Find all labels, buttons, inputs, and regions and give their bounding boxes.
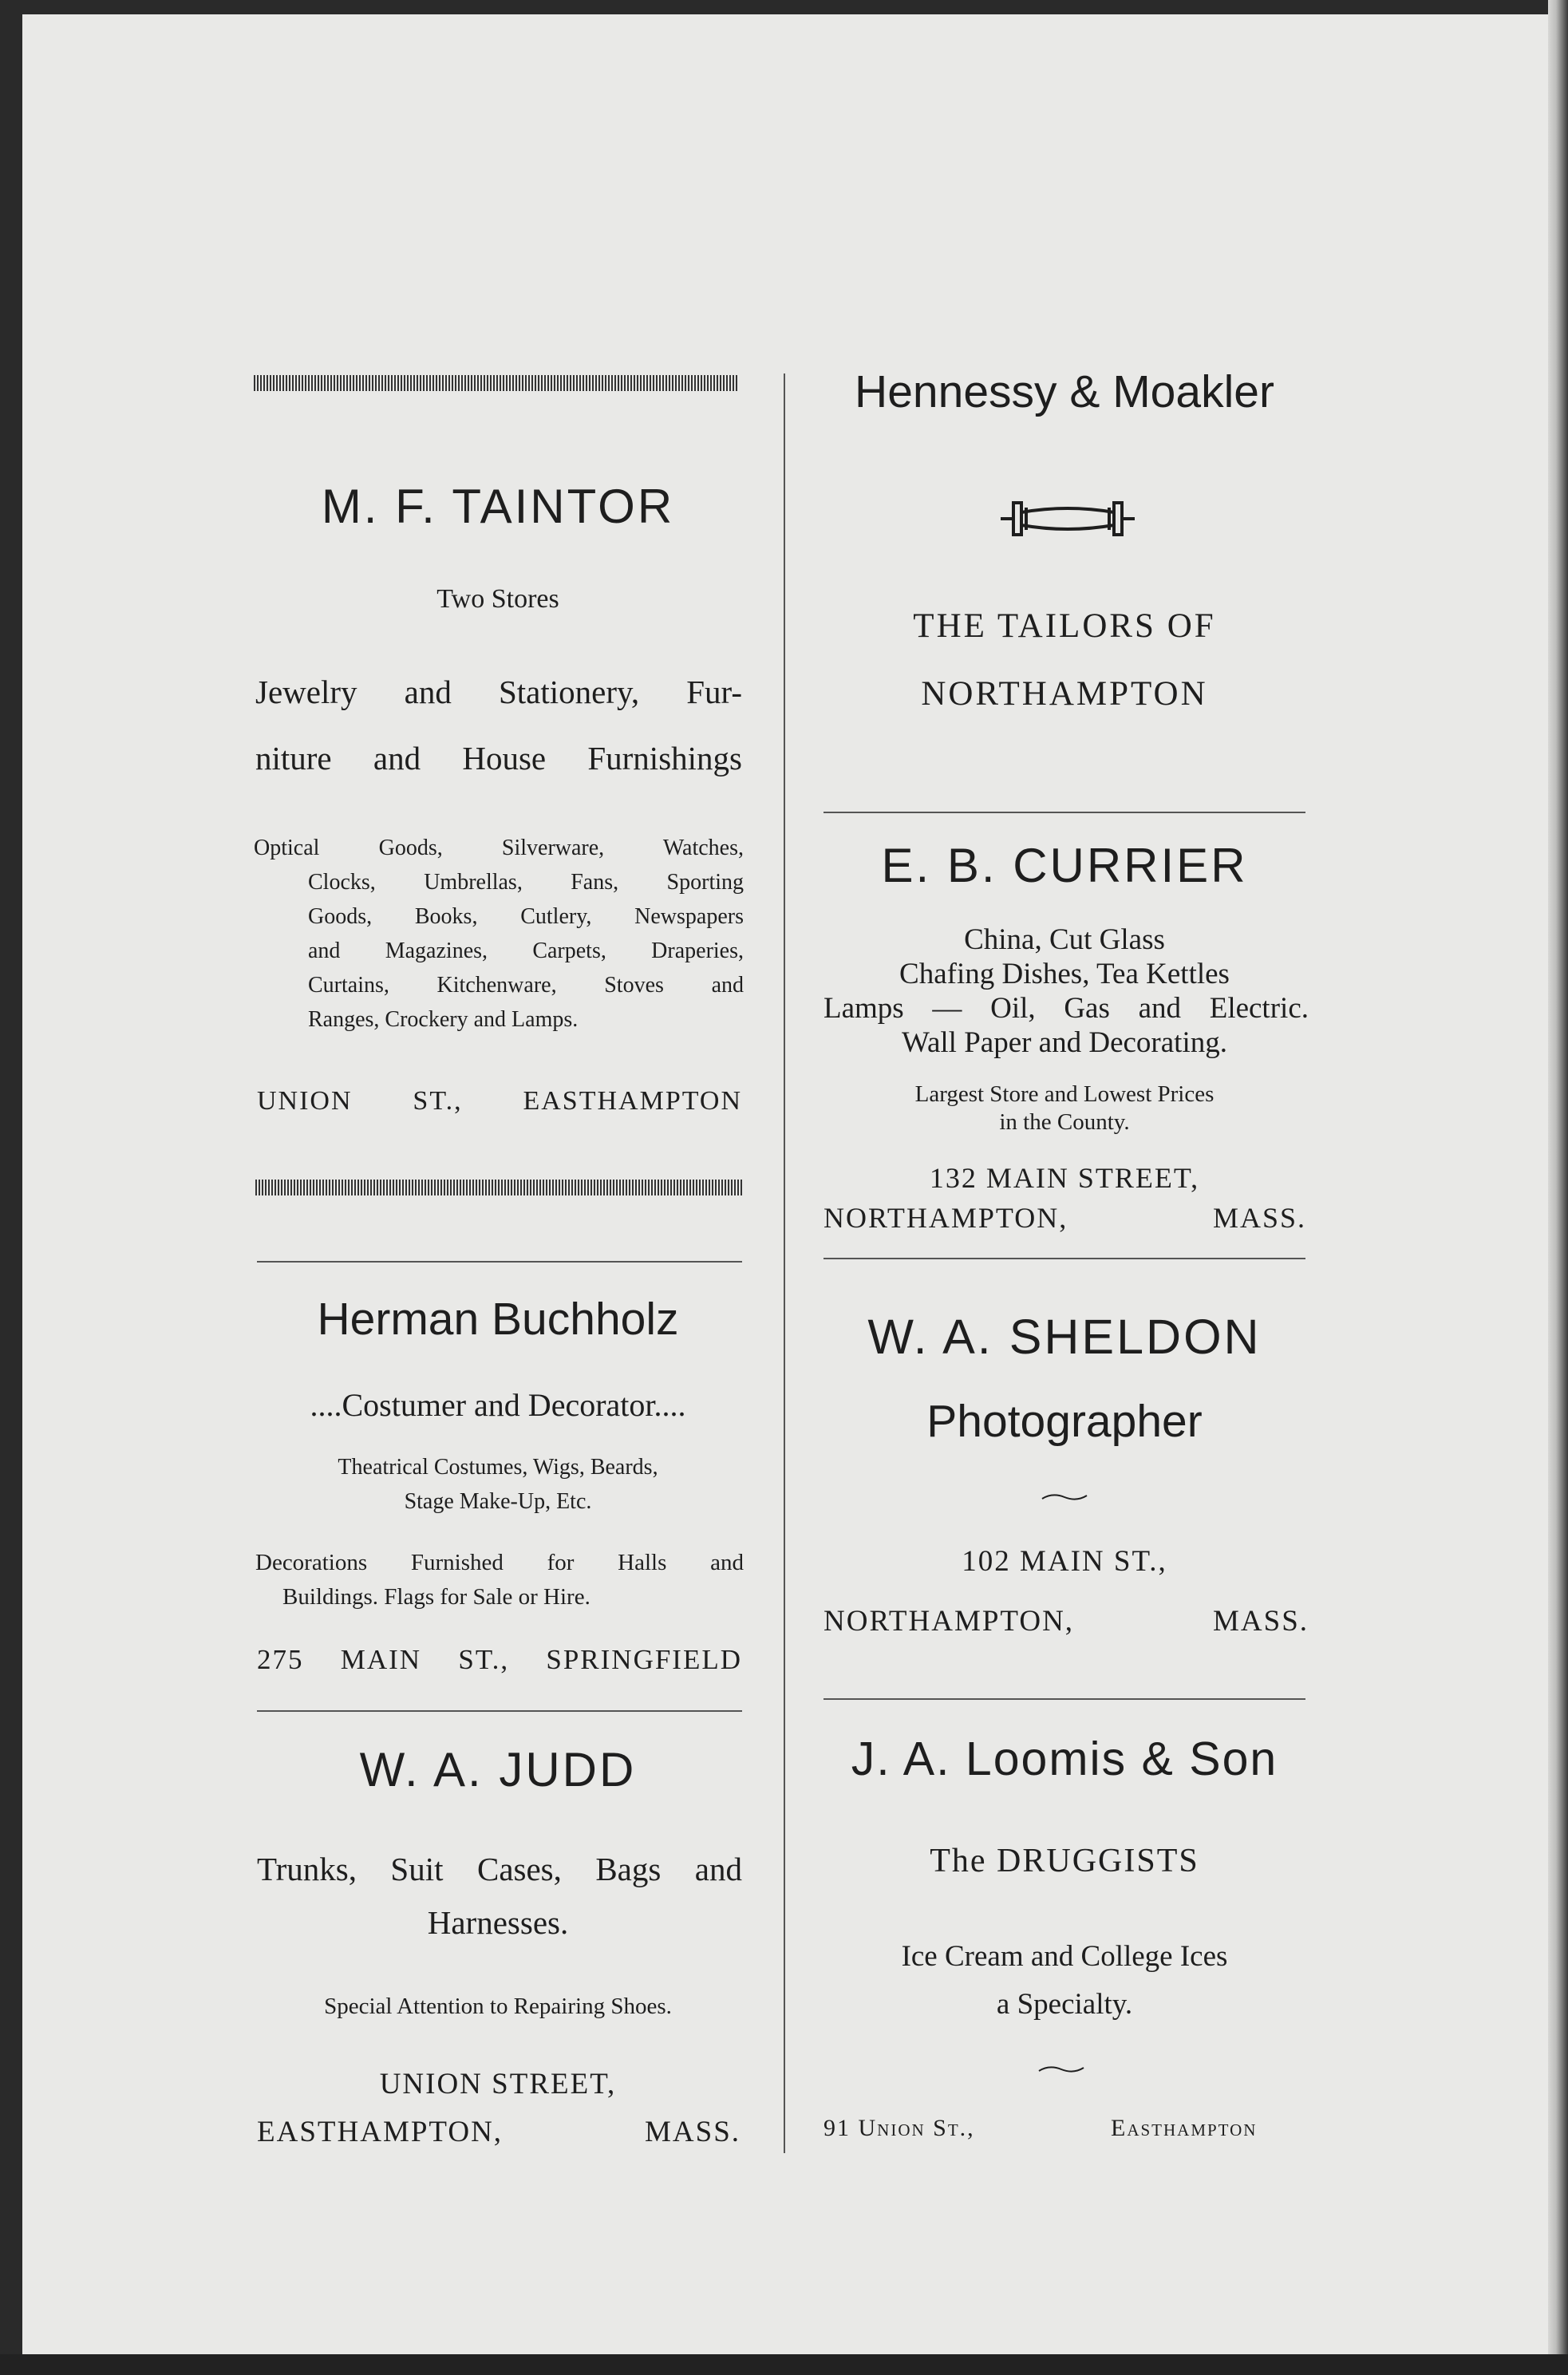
column-divider <box>784 373 785 2153</box>
judd-street: UNION STREET, <box>379 2068 617 2100</box>
currier-goods-line1: China, Cut Glass <box>964 923 1165 956</box>
buchholz-costumes-line1: Theatrical Costumes, Wigs, Beards, <box>338 1455 658 1480</box>
sheldon-name: W. A. SHELDON <box>867 1310 1262 1364</box>
sheldon-state: MASS. <box>1213 1605 1309 1638</box>
currier-goods-line2: Chafing Dishes, Tea Kettles <box>899 958 1230 990</box>
taintor-list-line4: and Magazines, Carpets, Draperies, <box>308 939 744 963</box>
taintor-list-line5: Curtains, Kitchenware, Stoves and <box>308 973 744 998</box>
flourish-icon <box>1037 2063 1085 2076</box>
judd-note: Special Attention to Repairing Shoes. <box>324 1994 672 2019</box>
loomis-name: J. A. Loomis & Son <box>851 1733 1278 1785</box>
currier-promo-line2: in the County. <box>999 1109 1130 1135</box>
taintor-list-line1: Optical Goods, Silverware, Watches, <box>254 836 744 860</box>
sheldon-street: 102 MAIN ST., <box>962 1545 1167 1578</box>
loomis-special-line1: Ice Cream and College Ices <box>901 1940 1228 1973</box>
buchholz-decor-line1: Decorations Furnished for Halls and <box>255 1550 744 1575</box>
taintor-list-line6: Ranges, Crockery and Lamps. <box>308 1007 579 1032</box>
taintor-name: M. F. TAINTOR <box>321 480 675 533</box>
sheldon-town: NORTHAMPTON, <box>823 1605 1075 1638</box>
currier-town: NORTHAMPTON, <box>823 1202 1068 1234</box>
rule-currier <box>823 812 1305 813</box>
loomis-special-line2: a Specialty. <box>996 1988 1133 2021</box>
currier-state: MASS. <box>1213 1202 1307 1234</box>
currier-street: 132 MAIN STREET, <box>929 1162 1200 1194</box>
hennessy-tag-line2: NORTHAMPTON <box>921 675 1208 713</box>
buchholz-decor-line2: Buildings. Flags for Sale or Hire. <box>282 1584 590 1610</box>
ornament-icon <box>997 493 1138 544</box>
judd-state: MASS. <box>645 2116 741 2148</box>
buchholz-costumes-line2: Stage Make-Up, Etc. <box>404 1489 592 1514</box>
buchholz-name: Herman Buchholz <box>317 1294 679 1345</box>
buchholz-address: 275 MAIN ST., SPRINGFIELD <box>257 1644 742 1675</box>
currier-goods-line3: Lamps — Oil, Gas and Electric. <box>823 992 1309 1025</box>
loomis-town: Easthampton <box>1111 2115 1258 2141</box>
taintor-list-line2: Clocks, Umbrellas, Fans, Sporting <box>308 870 744 895</box>
taintor-lead-line1: Jewelry and Stationery, Fur- <box>255 674 742 710</box>
currier-goods-line4: Wall Paper and Decorating. <box>902 1026 1227 1059</box>
ornamental-rule-top <box>254 375 739 391</box>
judd-name: W. A. JUDD <box>359 1743 637 1796</box>
hennessy-tag-line1: THE TAILORS OF <box>913 607 1216 645</box>
rule-loomis <box>823 1698 1305 1700</box>
ornamental-rule-bottom <box>255 1180 742 1195</box>
currier-promo-line1: Largest Store and Lowest Prices <box>914 1081 1215 1107</box>
hennessy-name: Hennessy & Moakler <box>855 366 1274 417</box>
currier-name: E. B. CURRIER <box>881 839 1248 892</box>
rule-judd <box>257 1710 742 1712</box>
page <box>22 14 1558 2359</box>
page-edge <box>1548 0 1568 2375</box>
judd-town: EASTHAMPTON, <box>257 2116 504 2148</box>
taintor-address: UNION ST., EASTHAMPTON <box>257 1086 742 1116</box>
judd-goods-line2: Harnesses. <box>427 1904 569 1941</box>
loomis-street: 91 Union St., <box>823 2115 975 2141</box>
taintor-list-line3: Goods, Books, Cutlery, Newspapers <box>308 904 744 929</box>
buchholz-trade: ....Costumer and Decorator.... <box>310 1387 686 1423</box>
scan-border <box>0 2354 1568 2375</box>
judd-goods-line1: Trunks, Suit Cases, Bags and <box>257 1851 742 1887</box>
taintor-lead-line2: niture and House Furnishings <box>255 740 742 777</box>
loomis-trade: The DRUGGISTS <box>930 1843 1199 1879</box>
rule-sheldon <box>823 1258 1305 1259</box>
sheldon-trade: Photographer <box>926 1396 1203 1447</box>
flourish-icon <box>1041 1491 1088 1504</box>
taintor-subtitle: Two Stores <box>436 584 559 614</box>
rule-buchholz <box>257 1261 742 1263</box>
